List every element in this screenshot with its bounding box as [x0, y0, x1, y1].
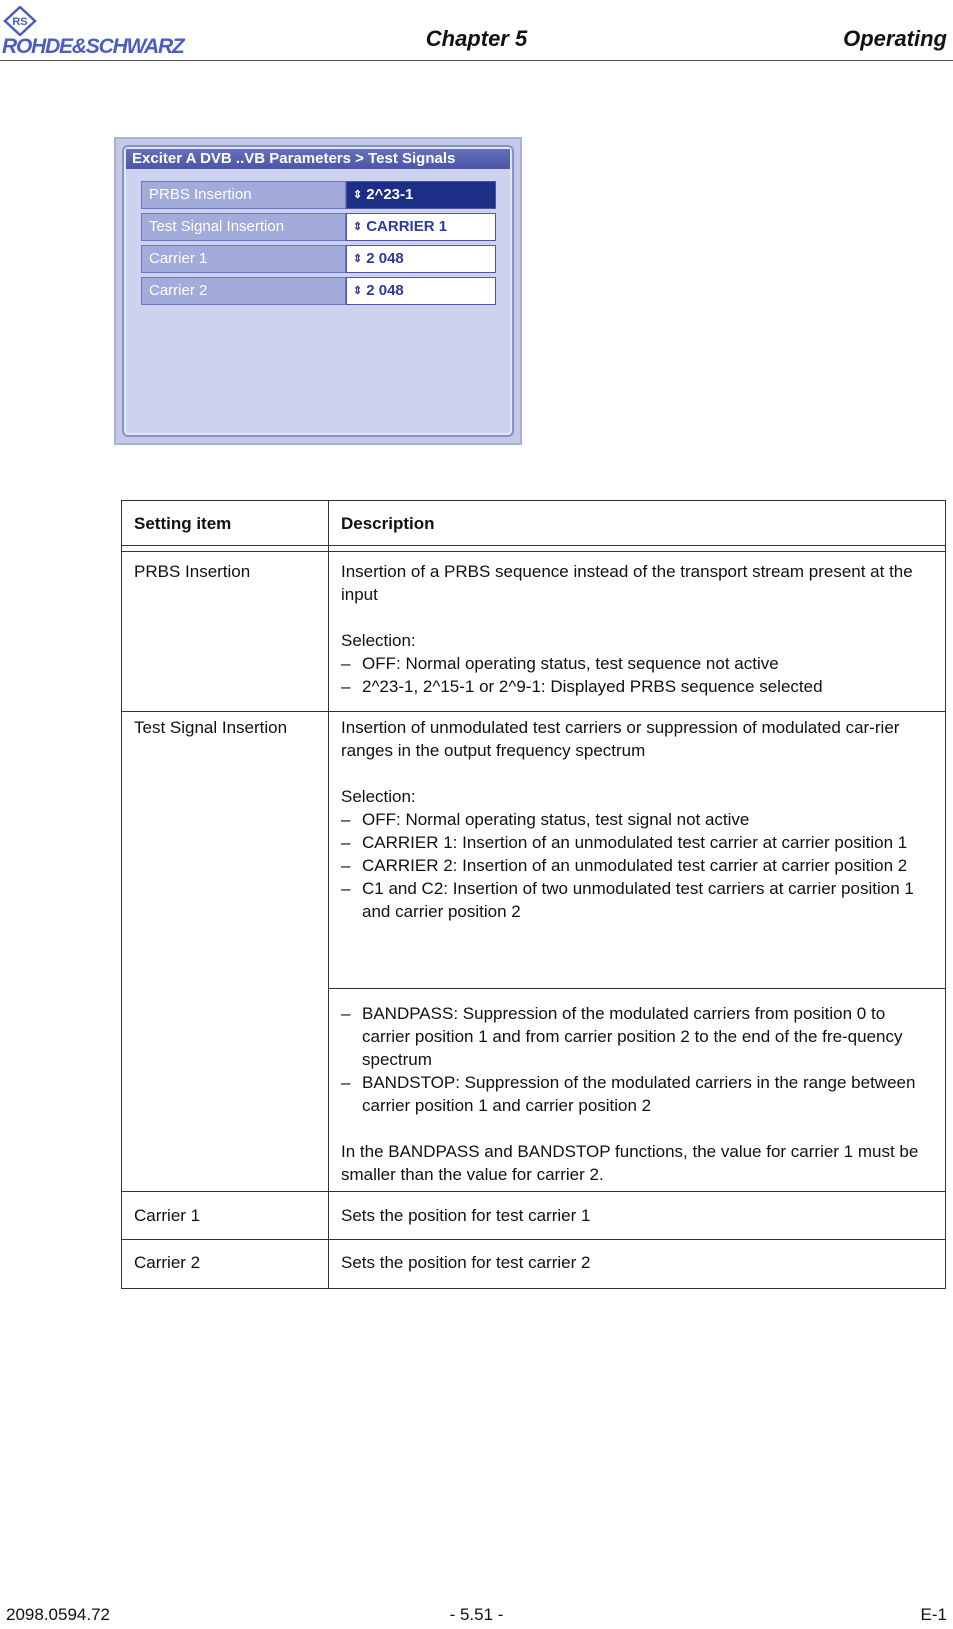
column-header-setting-item: Setting item — [134, 514, 232, 533]
logo-wordmark: ROHDE&SCHWARZ — [2, 35, 184, 58]
description-intro: Insertion of unmodulated test carriers or suppression of modulated car-rier ranges in the output frequency spectrum — [341, 718, 900, 760]
spin-arrows-icon: ⇕ — [353, 189, 363, 201]
chapter-title: Chapter 5 — [425, 26, 528, 51]
row-divider — [121, 1239, 946, 1240]
setting-item-carrier-2: Carrier 2 — [134, 1253, 201, 1272]
test-signals-window — [122, 145, 514, 437]
description-intro: Insertion of a PRBS sequence instead of the transport stream present at the input — [341, 562, 913, 604]
description-test-signal-insertion — [341, 716, 933, 923]
description-test-signal-insertion-continued — [341, 1002, 933, 1186]
description-prbs-insertion — [341, 560, 933, 698]
row-divider-continuation — [328, 988, 946, 989]
param-label: Test Signal Insertion — [141, 213, 346, 241]
param-row-test-signal-insertion[interactable] — [141, 213, 496, 241]
table-column-divider — [328, 500, 329, 1289]
test-signals-screenshot — [114, 137, 522, 445]
column-header-description: Description — [341, 514, 435, 533]
param-row-carrier-1[interactable] — [141, 245, 496, 273]
option-item: – 2^23-1, 2^15-1 or 2^9-1: Displayed PRBS sequence selected — [341, 677, 823, 696]
param-label: Carrier 1 — [141, 245, 346, 273]
selection-label: Selection: — [341, 631, 416, 650]
param-value: 2 048 — [366, 282, 404, 299]
param-value-field[interactable] — [346, 213, 496, 241]
option-item: – CARRIER 1: Insertion of an unmodulated test carrier at carrier position 1 — [341, 833, 908, 852]
option-item: – BANDPASS: Suppression of the modulated carriers from position 0 to carrier position 1 and from carrier position 2 to the end of the fre-quency spectrum — [341, 1004, 903, 1069]
row-divider — [121, 711, 946, 712]
window-title: Exciter A DVB ..VB Parameters > Test Signals — [126, 149, 510, 169]
header-rule — [121, 545, 946, 546]
description-carrier-2: Sets the position for test carrier 2 — [341, 1253, 591, 1272]
svg-text:RS: RS — [12, 16, 28, 28]
page-number: - 5.51 - — [449, 1605, 504, 1624]
setting-item-prbs-insertion: PRBS Insertion — [134, 562, 251, 581]
param-value: 2 048 — [366, 250, 404, 267]
spin-arrows-icon: ⇕ — [353, 253, 363, 265]
setting-item-carrier-1: Carrier 1 — [134, 1206, 201, 1225]
param-label: Carrier 2 — [141, 277, 346, 305]
param-value: CARRIER 1 — [366, 218, 448, 235]
header-rule-double — [121, 551, 946, 552]
table-border-top — [121, 500, 946, 501]
table-border-left — [121, 500, 122, 1289]
param-row-prbs-insertion[interactable] — [141, 181, 496, 209]
param-value: 2^23-1 — [366, 186, 414, 203]
spin-arrows-icon: ⇕ — [353, 285, 363, 297]
table-border-right — [945, 500, 946, 1289]
param-value-field[interactable] — [346, 181, 496, 209]
spin-arrows-icon: ⇕ — [353, 221, 363, 233]
row-divider — [121, 1191, 946, 1192]
option-item: – BANDSTOP: Suppression of the modulated carriers in the range between carrier position 1 and carrier position 2 — [341, 1073, 916, 1115]
option-item: – OFF: Normal operating status, test signal not active — [341, 810, 750, 829]
description-note: In the BANDPASS and BANDSTOP functions, the value for carrier 1 must be smaller than the value for carrier 2. — [341, 1142, 919, 1184]
option-item: – C1 and C2: Insertion of two unmodulated test carriers at carrier position 1 and carrier position 2 — [341, 879, 914, 921]
description-carrier-1: Sets the position for test carrier 1 — [341, 1206, 591, 1225]
document-number: 2098.0594.72 — [6, 1605, 110, 1624]
param-label: PRBS Insertion — [141, 181, 346, 209]
header-divider — [0, 60, 953, 61]
param-value-field[interactable] — [346, 277, 496, 305]
table-border-bottom — [121, 1288, 946, 1289]
selection-label: Selection: — [341, 787, 416, 806]
option-item: – CARRIER 2: Insertion of an unmodulated test carrier at carrier position 2 — [341, 856, 908, 875]
param-value-field[interactable] — [346, 245, 496, 273]
section-title: Operating — [843, 26, 947, 51]
edition: E-1 — [920, 1605, 947, 1624]
setting-item-test-signal-insertion: Test Signal Insertion — [134, 718, 288, 737]
settings-table — [121, 500, 946, 1289]
param-row-carrier-2[interactable] — [141, 277, 496, 305]
option-item: – OFF: Normal operating status, test sequence not active — [341, 654, 779, 673]
